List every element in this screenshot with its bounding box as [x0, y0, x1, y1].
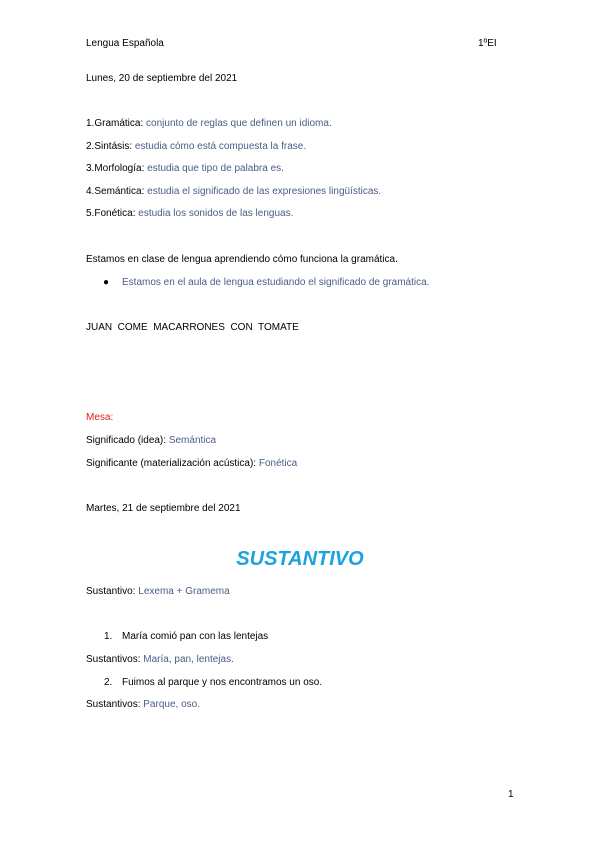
definition-text: estudia los sonidos de las lenguas. [138, 208, 294, 219]
significante-line [86, 458, 297, 469]
sustantivos-value: Parque, oso. [143, 699, 200, 710]
sustantivos-answer-2 [86, 699, 200, 710]
significado-line [86, 435, 216, 446]
significado-value: Semántica [168, 435, 217, 446]
date-monday: Lunes, 20 de septiembre del 2021 [86, 73, 238, 84]
definition-fonetica [86, 208, 293, 219]
definition-gramatica [86, 118, 332, 129]
sustantivos-answer-1 [86, 654, 234, 665]
definition-sintaxis [86, 141, 306, 152]
example-sentence-caps: JUAN COME MACARRONES CON TOMATE [86, 322, 299, 333]
date-tuesday: Martes, 21 de septiembre del 2021 [86, 503, 241, 514]
definition-text: estudia que tipo de palabra es. [147, 163, 284, 174]
header-subject: Lengua Española [86, 38, 164, 49]
definition-text: estudia cómo está compuesta la frase. [134, 141, 307, 152]
definition-term: 5.Fonética: [86, 208, 136, 219]
example-sentence-1: María comió pan con las lentejas [122, 631, 269, 642]
significante-label: Significante (materialización acústica): [86, 458, 257, 469]
definition-semantica [86, 186, 381, 197]
sustantivo-definition [86, 586, 230, 597]
list-number: 1. [104, 631, 113, 642]
definition-term: 4.Semántica: [86, 186, 145, 197]
example-sentence-grammar: Estamos en clase de lengua aprendiendo cómo funciona la gramática. [86, 254, 398, 265]
list-number: 2. [104, 677, 113, 688]
page-number: 1 [508, 789, 514, 800]
bullet-icon: ● [103, 277, 110, 288]
significante-value: Fonética [258, 458, 298, 469]
example-sentence-2: Fuimos al parque y nos encontramos un oso. [122, 677, 323, 688]
definition-text: conjunto de reglas que definen un idioma. [146, 118, 332, 129]
mesa-heading: Mesa: [86, 412, 114, 423]
bullet-item: Estamos en el aula de lengua estudiando el significado de gramática. [122, 277, 430, 288]
sustantivos-value: María, pan, lentejas. [143, 654, 234, 665]
definition-morfologia [86, 163, 284, 174]
section-title: SUSTANTIVO [236, 548, 364, 570]
sustantivos-label: Sustantivos: [86, 699, 141, 710]
sustantivo-label: Sustantivo: [86, 586, 136, 597]
definition-term: 3.Morfología: [86, 163, 145, 174]
significado-label: Significado (idea): [86, 435, 167, 446]
sustantivo-value: Lexema + Gramema [138, 586, 230, 597]
sustantivos-label: Sustantivos: [86, 654, 141, 665]
header-class: 1ºEI [478, 38, 497, 49]
definition-term: 1.Gramática: [86, 118, 144, 129]
definition-term: 2.Sintásis: [86, 141, 133, 152]
definition-text: estudia el significado de las expresiones lingüísticas. [147, 186, 382, 197]
